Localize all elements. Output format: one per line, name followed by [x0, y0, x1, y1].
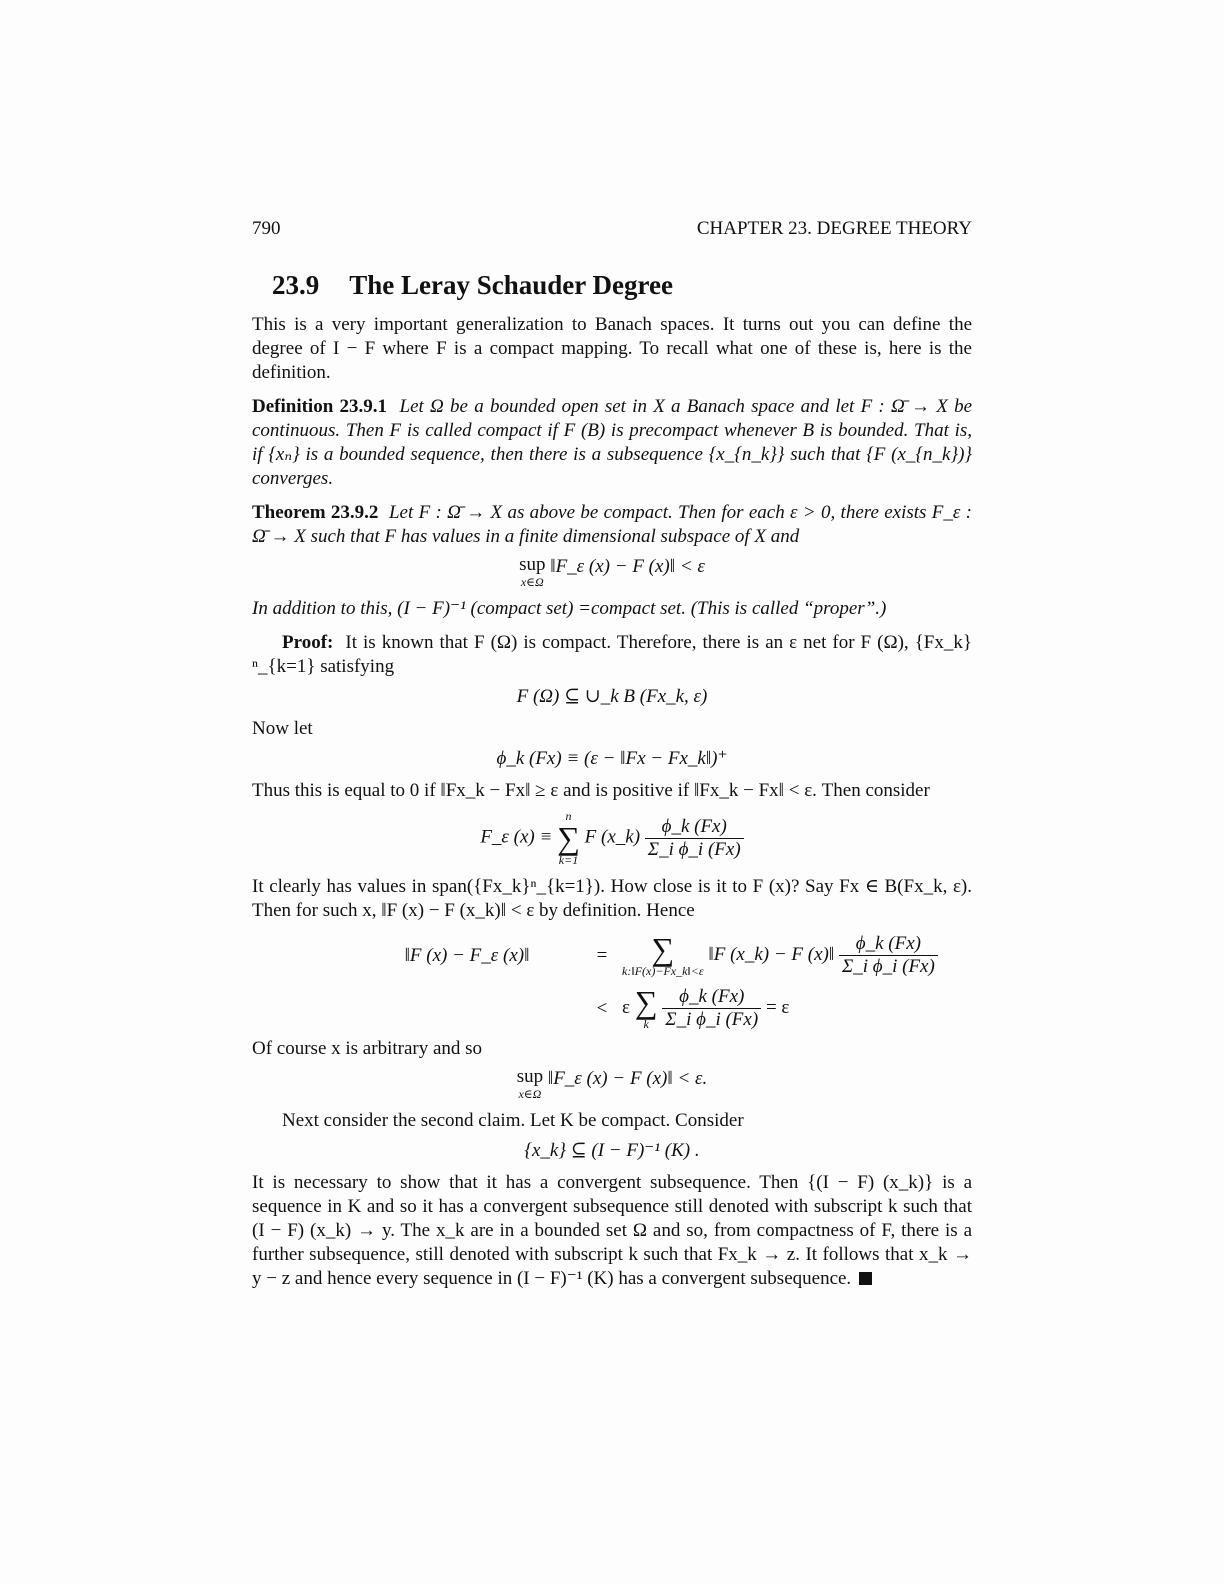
definition-text: Let Ω be a bounded open set in X a Banach space and let F : Ω̄ → X be continuous. Then F is called compact if F (B) is precompact whenever B is bounded. That is, if {xₙ} is a bounded sequence, then there is a subsequence {x_{n_k}} such that {F (x_{n_k})} converges. [252, 396, 973, 489]
array-lhs: ‖F (x) − F_ε (x)‖ [404, 944, 530, 966]
proof-paragraph-5: Next consider the second claim. Let K be compact. Consider [282, 1110, 744, 1131]
feps-lhs: F_ε (x) ≡ [480, 826, 553, 848]
theorem-label: Theorem 23.9.2 [252, 502, 379, 523]
array-less-than: < [596, 997, 608, 1019]
theorem-after: In addition to this, (I − F)⁻¹ (compact set) =compact set. (This is called “proper”.) [252, 598, 887, 619]
array-equals: = [596, 944, 608, 966]
array-rhs-2: ε ∑ k $\frac{\phi\_k (Fx)}{\text{Σ\_i ϕ\_i (Fx)}}$ = ε [622, 983, 790, 1031]
now-let: Now let [252, 718, 313, 739]
feps-equation [252, 809, 972, 867]
theorem-block [252, 501, 972, 549]
sup-body: ‖F_ε (x) − F (x)‖ < ε [550, 556, 705, 577]
sup-equation-1 [252, 555, 972, 589]
section-heading [272, 270, 972, 301]
page [252, 218, 972, 1291]
chapter-title: CHAPTER 23. DEGREE THEORY [696, 218, 972, 239]
proof-paragraph-6: It is necessary to show that it has a convergent subsequence. Then {(I − F) (x_k)} is a sequence in K and so it has a convergent subsequence still denoted with subscript k such that (I − F) (x_k) → y. The x_k are in a bounded set Ω and so, from compactness of F, there is a further subsequence, still denoted with subscript k such that Fx_k → z. It follows that x_k → y − z and hence every sequence in (I − F)⁻¹ (K) has a convergent subsequence. [252, 1172, 972, 1289]
proof-paragraph-1 [252, 631, 972, 679]
proof-text-1: It is known that F (Ω) is compact. Therefore, there is an ε net for F (Ω), {Fx_k}ⁿ_{k=1} satisfying [252, 632, 972, 677]
array-body: ‖F (x_k) − F (x)‖ [708, 943, 835, 965]
section-title: The Leray Schauder Degree [349, 270, 673, 300]
sup-operator: sup [519, 554, 546, 575]
array-end: = ε [765, 996, 790, 1018]
array-sum-limit-2: k [643, 1016, 649, 1031]
definition-block [252, 395, 972, 491]
running-header [252, 218, 972, 240]
theorem-text: Let F : Ω̄ → X as above be compact. Then for each ε > 0, there exists F_ε : Ω̄ → X such that F has values in a finite dimensional subspace of X and [252, 502, 972, 547]
array-rhs-1: ∑ k:‖F(x)−Fx_k‖<ε ‖F (x_k) − F (x)‖ $\frac{\phi\_k (Fx)}{\text{Σ\_i ϕ\_i (Fx)}}$ [622, 933, 982, 978]
array-epsilon: ε [622, 996, 630, 1018]
definition-label: Definition 23.9.1 [252, 396, 388, 417]
sup-body-2: ‖F_ε (x) − F (x)‖ < ε. [547, 1068, 708, 1089]
sum-upper: n [565, 809, 572, 823]
proof-label: Proof: [282, 632, 334, 653]
sup-limit: x∈Ω [520, 575, 544, 589]
sequence-equation: {x_k} ⊆ (I − F)⁻¹ (K) . [524, 1140, 700, 1161]
net-equation: F (Ω) ⊆ ∪_k B (Fx_k, ε) [516, 686, 708, 707]
phi-equation: ϕ_k (Fx) ≡ (ε − ‖Fx − Fx_k‖)⁺ [496, 748, 728, 769]
array-sum-limit: k:‖F(x)−Fx_k‖<ε [622, 963, 704, 978]
qed-square-icon [859, 1272, 872, 1285]
sum-lower: k=1 [558, 853, 579, 867]
page-number: 790 [252, 218, 281, 239]
fraction-denominator: Σ_i ϕ_i (Fx) [647, 838, 741, 860]
proof-paragraph-3: It clearly has values in span({Fx_k}ⁿ_{k=1}). How close is it to F (x)? Say Fx ∈ B(Fx_k, ε). Then for such x, ‖F (x) − F (x_k)‖ < ε by definition. Hence [252, 876, 972, 921]
fraction-numerator: ϕ_k (Fx) [645, 816, 744, 839]
proof-paragraph-2: Thus this is equal to 0 if ‖Fx_k − Fx‖ ≥ ε and is positive if ‖Fx_k − Fx‖ < ε. Then consider [252, 780, 930, 801]
sum-symbol: n ∑ k=1 [557, 809, 580, 867]
sup-equation-2: sup x∈Ω ‖F_ε (x) − F (x)‖ < ε. [516, 1066, 708, 1101]
intro-paragraph: This is a very important generalization to Banach spaces. It turns out you can define the degree of I − F where F is a compact mapping. To recall what one of these is, here is the definition. [252, 314, 972, 383]
section-number: 23.9 [272, 270, 320, 300]
phi-fraction [645, 816, 744, 861]
estimate-array [352, 930, 972, 1031]
proof-paragraph-4: Of course x is arbitrary and so [252, 1038, 483, 1059]
feps-mid: F (x_k) [584, 826, 641, 848]
